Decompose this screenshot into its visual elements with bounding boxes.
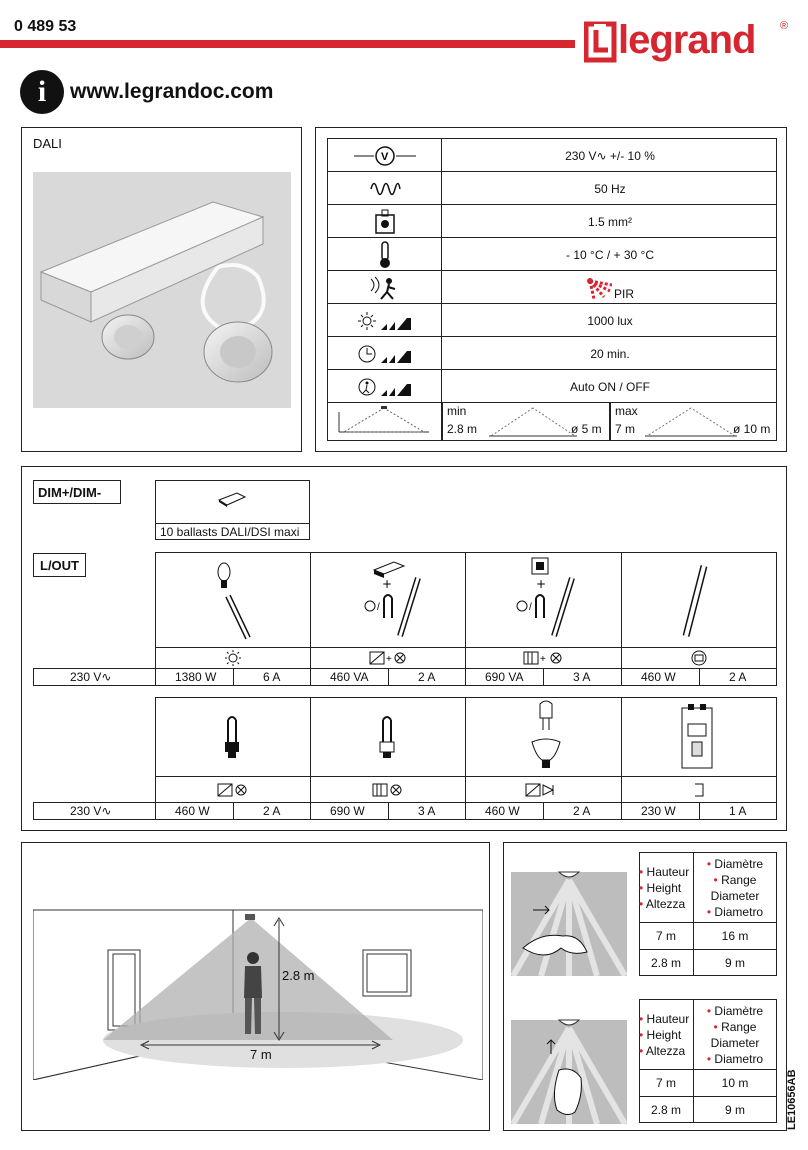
spec-value: 1.5 mm²	[587, 214, 632, 229]
load-current: 2 A	[418, 670, 436, 684]
spec-value: 20 min.	[590, 346, 630, 361]
detection-height-value: 7 m	[655, 1075, 676, 1090]
motion-detection-icon	[328, 271, 442, 304]
spec-row	[327, 138, 777, 172]
legrand-logo	[584, 20, 796, 72]
detection-height-value: 2.8 m	[650, 955, 681, 970]
led-lamp-icon	[528, 700, 564, 774]
specs-table	[327, 138, 777, 441]
thermometer-icon	[328, 238, 442, 271]
install-height-label: 2.8 m	[282, 968, 315, 983]
symbol-cfl-electronic-icon	[310, 777, 465, 803]
voltage-icon	[328, 139, 442, 172]
height-max-value: 7 m	[615, 422, 636, 436]
din-contactor-icon	[680, 702, 716, 772]
spec-value: - 10 °C / + 30 °C	[566, 247, 654, 262]
doc-code-text: LE10656AB	[786, 1069, 798, 1130]
detection-diameter-value: 10 m	[721, 1075, 749, 1090]
height-header: • Hauteur • Height • Altezza	[639, 865, 690, 911]
detection-height-value: 7 m	[655, 928, 676, 943]
symbol-fluorescent-icon	[621, 648, 777, 668]
cable-section-icon	[328, 205, 442, 238]
spec-row	[327, 270, 777, 304]
svg-text:+: +	[540, 654, 546, 665]
load-power: 230 W	[641, 804, 676, 818]
load-power: 460 VA	[330, 670, 369, 684]
symbol-ferro-transformer-icon	[310, 648, 465, 668]
detection-height-value: 2.8 m	[650, 1102, 681, 1117]
detection-illustration-2	[511, 1000, 627, 1124]
pir-rays-icon	[586, 277, 612, 299]
load-current: 2 A	[263, 804, 281, 818]
header-red-rule	[0, 40, 575, 48]
ballast-icon	[217, 490, 247, 508]
symbol-incandescent-icon	[155, 648, 310, 668]
timer-icon	[328, 337, 442, 370]
product-photo	[33, 172, 291, 408]
cfl-integrated-lamp-icon	[377, 716, 401, 760]
load-power: 460 W	[641, 670, 676, 684]
diameter-header: • Diamètre • Range Diameter • Diametro	[706, 1004, 764, 1066]
info-icon-glyph: i	[37, 75, 47, 108]
height-min-value: 2.8 m	[447, 422, 478, 436]
coverage-min-icon	[489, 406, 577, 438]
svg-text:+: +	[536, 577, 547, 591]
spec-row	[327, 303, 777, 337]
product-label: DALI	[33, 136, 62, 151]
coverage-side-icon	[329, 404, 439, 439]
spec-row	[327, 171, 777, 205]
halogen-lamp-icon	[210, 560, 260, 642]
ballast-text: 10 ballasts DALI/DSI maxi	[160, 525, 300, 539]
diameter-header: • Diamètre • Range Diameter • Diametro	[706, 857, 764, 919]
cfl-lamp-icon	[222, 716, 246, 760]
coverage-max-icon	[645, 406, 737, 438]
info-icon	[20, 70, 64, 114]
voltage-label-row1: 230 V∿	[70, 670, 112, 684]
detection-diameter-value: 9 m	[724, 1102, 745, 1117]
symbol-electronic-transformer-icon	[465, 648, 621, 668]
symbol-cfl-icon	[155, 777, 310, 803]
spec-value: 230 V∿ +/- 10 %	[565, 148, 655, 163]
registered-mark: ®	[780, 20, 789, 32]
height-max-label: max	[615, 404, 638, 418]
load-power: 690 W	[330, 804, 365, 818]
diameter-max: ø 10 m	[733, 422, 771, 436]
spec-value: PIR	[442, 271, 778, 304]
load-power: 1380 W	[175, 670, 217, 684]
spec-value: Auto ON / OFF	[569, 379, 650, 394]
spec-row	[327, 204, 777, 238]
dim-label-box	[33, 480, 121, 504]
legrand-wordmark: legrand	[618, 18, 756, 62]
dim-label: DIM+/DIM-	[38, 484, 102, 500]
spec-value: 50 Hz	[594, 181, 626, 196]
frequency-icon	[328, 172, 442, 205]
spec-row	[327, 369, 777, 403]
fluorescent-tube-icon	[680, 562, 710, 640]
symbol-contactor-icon	[621, 777, 777, 803]
ferromagnetic-transformer-icon	[360, 556, 430, 642]
install-width-label: 7 m	[250, 1047, 272, 1062]
product-code: 0 489 53	[14, 18, 77, 35]
lout-label: L/OUT	[40, 557, 79, 573]
svg-text:V: V	[380, 150, 388, 163]
lout-label-box	[33, 553, 86, 577]
svg-text:/: /	[529, 602, 532, 613]
diameter-min: ø 5 m	[571, 422, 602, 436]
svg-text:+: +	[382, 577, 393, 591]
load-power: 460 W	[485, 804, 520, 818]
height-header: • Hauteur • Height • Altezza	[639, 1012, 690, 1058]
load-current: 2 A	[729, 670, 747, 684]
detection-diameter-value: 16 m	[721, 928, 749, 943]
load-current: 2 A	[573, 804, 591, 818]
auto-mode-icon	[328, 370, 442, 403]
lux-threshold-icon	[328, 304, 442, 337]
voltage-label-row2: 230 V∿	[70, 804, 112, 818]
spec-value: 1000 lux	[587, 313, 633, 328]
load-current: 3 A	[573, 670, 591, 684]
load-current: 1 A	[729, 804, 747, 818]
electronic-transformer-icon	[512, 556, 582, 642]
load-power: 690 VA	[485, 670, 524, 684]
svg-text:+: +	[385, 654, 392, 665]
detection-diameter-value: 9 m	[724, 955, 745, 970]
load-current: 3 A	[418, 804, 436, 818]
spec-row	[327, 237, 777, 271]
symbol-led-icon	[465, 777, 621, 803]
load-power: 460 W	[175, 804, 210, 818]
load-current: 6 A	[263, 670, 281, 684]
height-min-label: min	[447, 404, 467, 418]
doc-code	[786, 1010, 798, 1130]
svg-text:/: /	[377, 602, 380, 613]
spec-row	[327, 336, 777, 370]
website-link[interactable]: www.legrandoc.com	[70, 80, 274, 103]
detection-illustration-1	[511, 852, 627, 976]
